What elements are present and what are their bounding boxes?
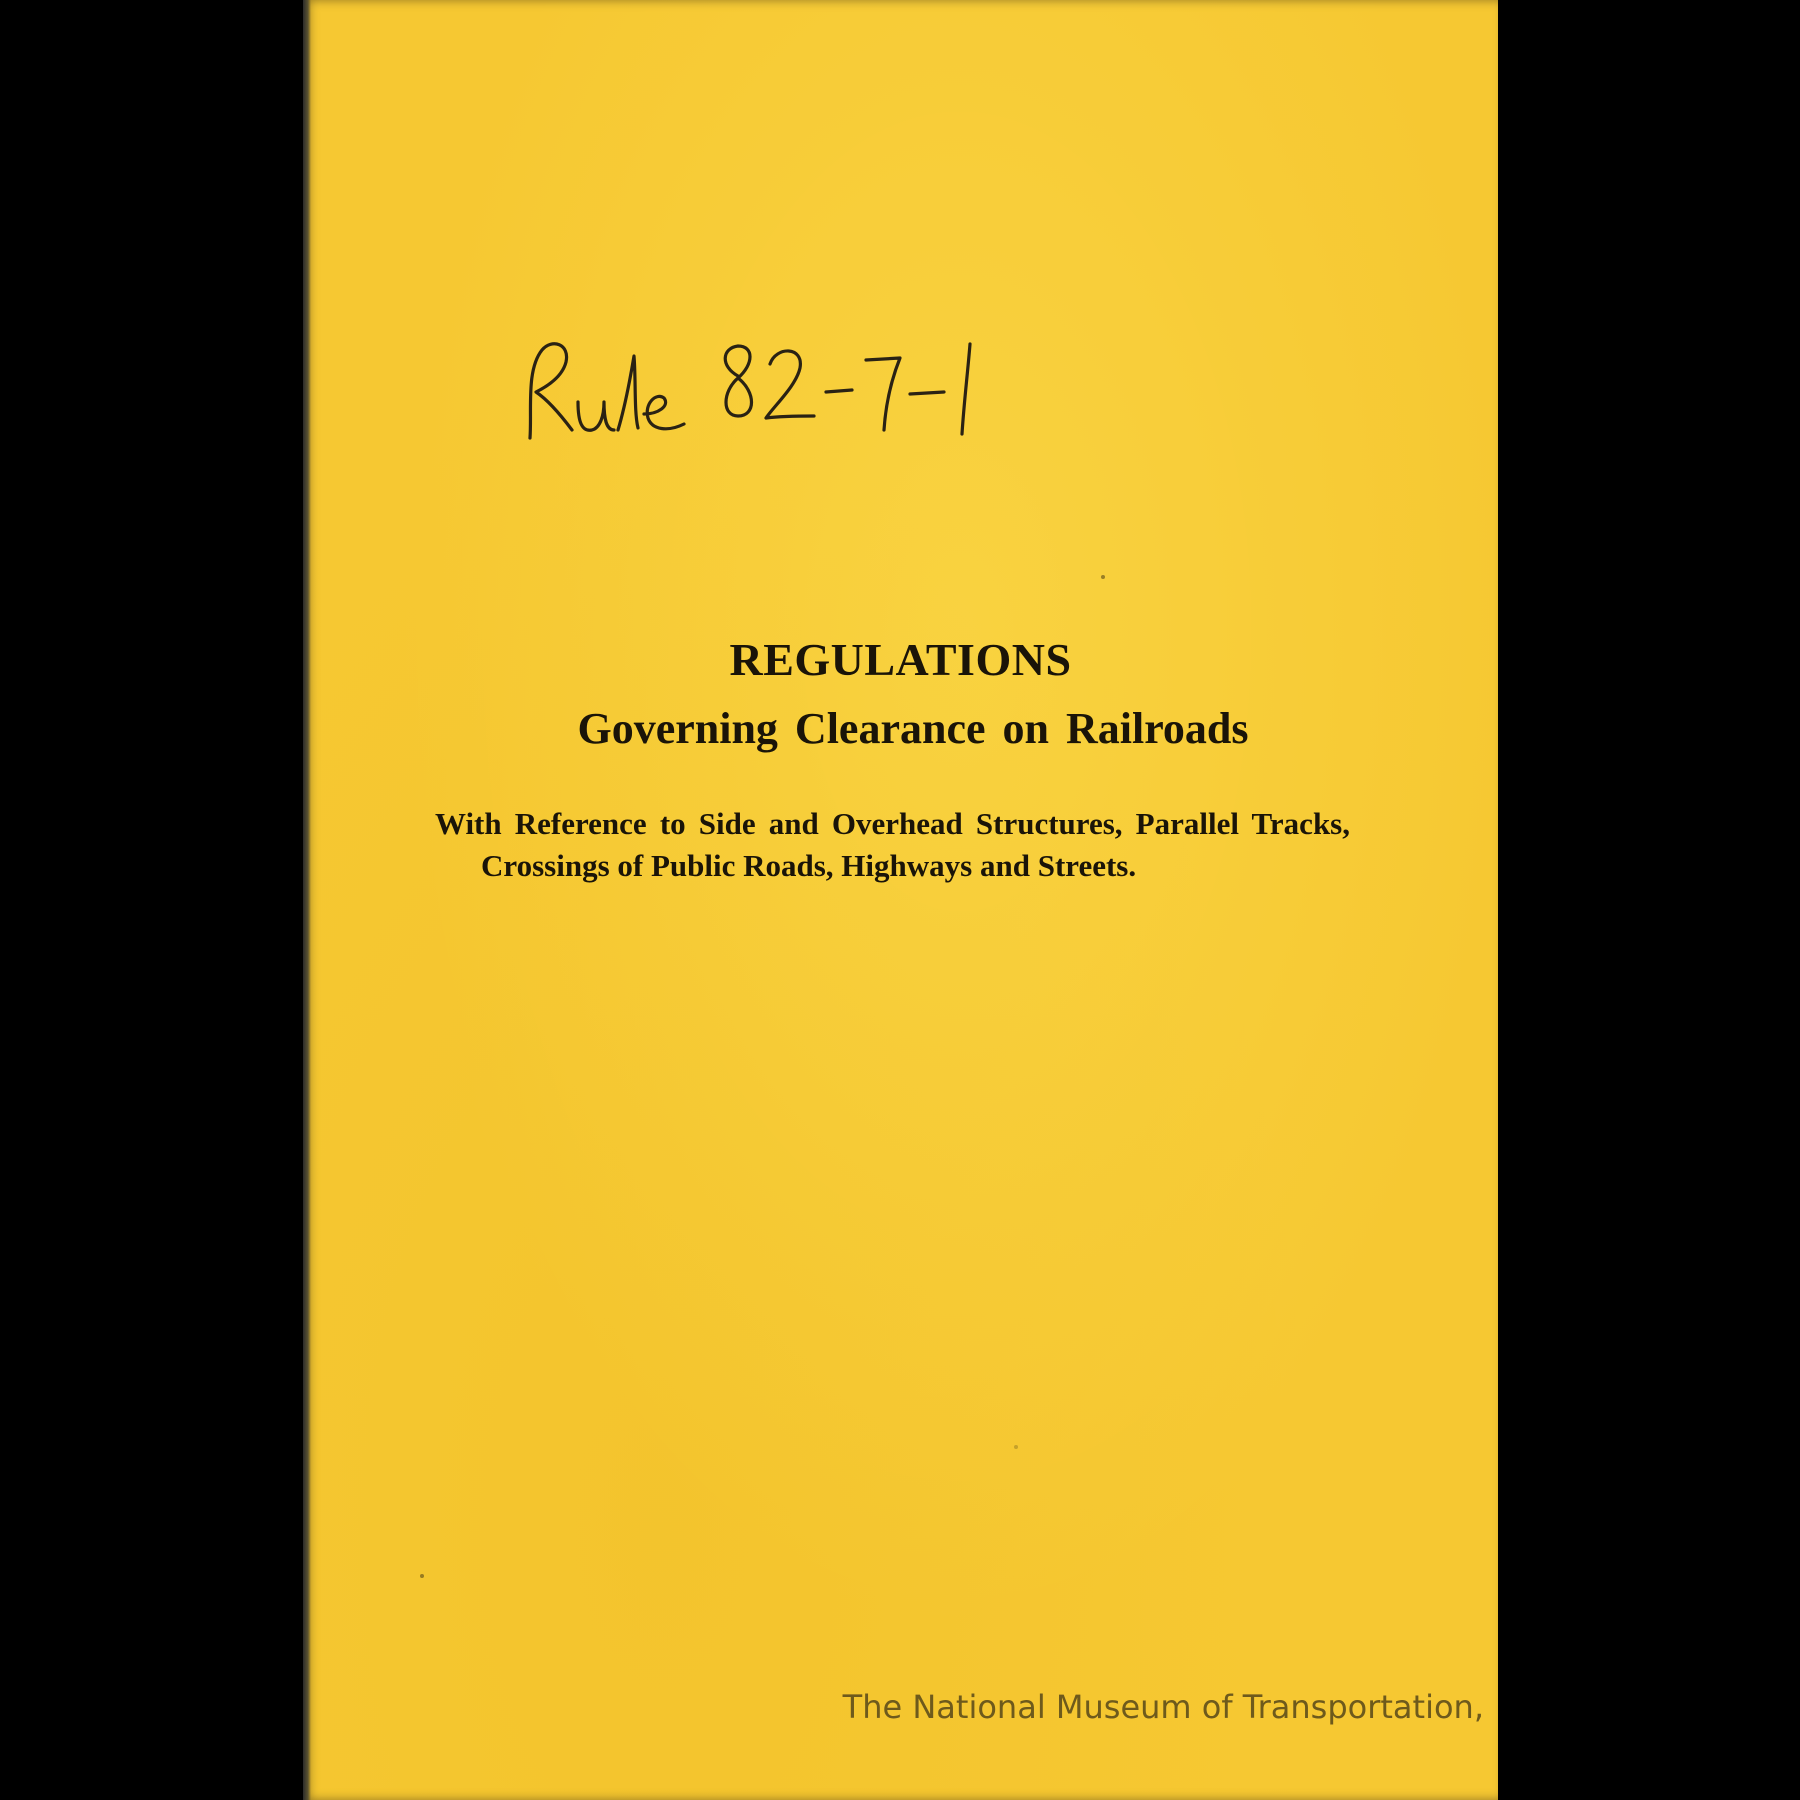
handwritten-note — [508, 330, 1108, 450]
cover-subtitle: Governing Clearance on Railroads — [577, 704, 1249, 753]
museum-watermark: The National Museum of Transportation, — [842, 1688, 1484, 1726]
booklet-cover — [303, 0, 1498, 1800]
paper-speck — [420, 1574, 424, 1578]
paper-speck — [1014, 1445, 1018, 1449]
cover-description: With Reference to Side and Overhead Structures, Parallel Tracks, Crossings of Public Roads, Highways and Streets. — [435, 806, 1350, 883]
booklet-spine-edge — [303, 0, 311, 1800]
cover-title: REGULATIONS — [729, 634, 1072, 685]
handwritten-note-text: Rule 82-7-1 — [508, 330, 514, 331]
paper-speck — [1101, 575, 1105, 579]
